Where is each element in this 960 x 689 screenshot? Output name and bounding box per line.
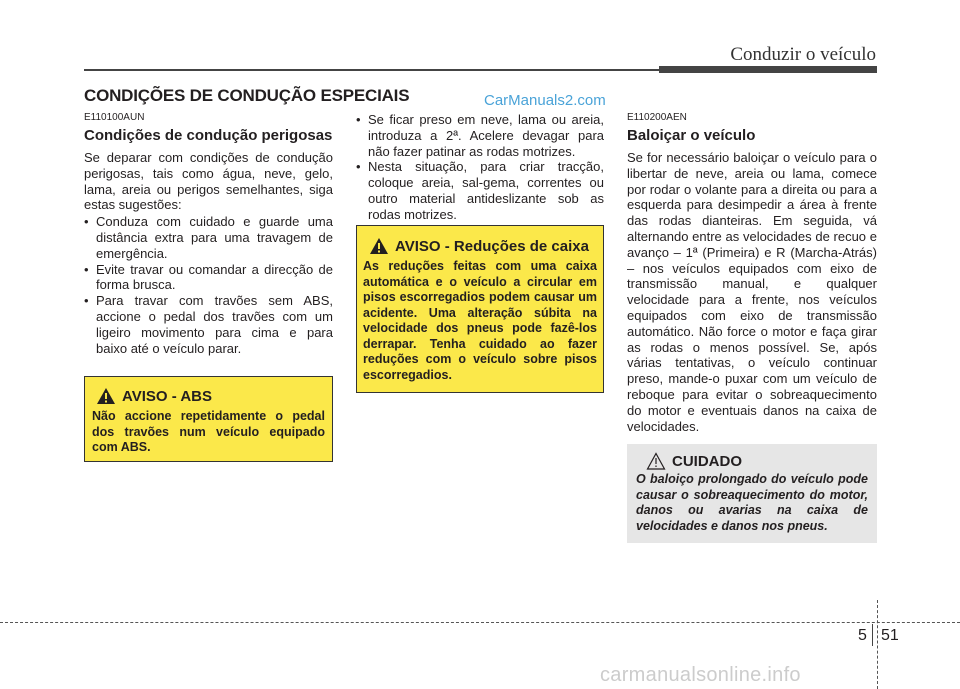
list-item: • Para travar com travões sem ABS, accione o pedal dos travões com um ligeiro movimento para cima e para baixo até o veículo parar. xyxy=(84,293,333,356)
subheading-rocking-vehicle: Baloiçar o veículo xyxy=(627,127,756,144)
list-item: • Conduza com cuidado e guarde uma distância extra para uma travagem de emergência. xyxy=(84,214,333,261)
subheading-dangerous-conditions: Condições de condução perigosas xyxy=(84,127,333,144)
footer-watermark: carmanualsonline.info xyxy=(600,664,801,686)
warning-header xyxy=(92,387,325,405)
warning-title: AVISO - Reduções de caixa xyxy=(395,237,589,255)
section-title: CONDIÇÕES DE CONDUÇÃO ESPECIAIS xyxy=(84,86,410,105)
rocking-paragraph: Se for necessário baloiçar o veículo para o libertar de neve, areia ou lama, comece por rodar o volante para a direita ou para a esquerda para desimpedir a área à frente das rodas dianteiras. Em seguida, vá alternando entre as velocidades de recuo e avanço – 1ª (Primeira) e R (Marcha-Atrás) – nos veículos equipados com eixo de transmissão manual, e qualquer velocidade para a frente, nos veículos equipados com eixo de transmissão automático. Não force o motor e faça girar as rodas o menos possível. Se, após várias tentativas, o veículo continuar preso, mande-o puxar com um veículo de reboque para evitar o sobreaquecimento do motor e eventuais danos na caixa de velocidades. xyxy=(627,150,877,434)
warning-box-abs xyxy=(84,376,333,462)
caution-header xyxy=(636,452,868,470)
caution-box xyxy=(627,444,877,543)
page-number: 51 xyxy=(881,627,899,644)
chapter-number: 5 xyxy=(858,627,867,644)
warning-header xyxy=(363,237,597,255)
column-1 xyxy=(84,112,333,356)
header-rule-thin xyxy=(84,69,659,71)
bullet-list xyxy=(84,214,333,356)
warning-triangle-icon xyxy=(369,237,389,255)
column-2 xyxy=(356,112,604,223)
list-item: • Se ficar preso em neve, lama ou areia, introduza a 2ª. Acelere devagar para não fazer patinar as rodas motrizes. xyxy=(356,112,604,159)
caution-text: O baloiço prolongado do veículo pode causar o sobreaquecimento do motor, danos ou avarias na caixa de velocidades e danos nos pneus. xyxy=(636,472,868,533)
section-code: E110100AUN xyxy=(84,112,145,123)
footer-dashed-line xyxy=(0,622,960,623)
header-rule-thick xyxy=(659,66,877,73)
caution-triangle-icon xyxy=(646,452,666,470)
page-number-divider xyxy=(872,624,873,646)
warning-text: As reduções feitas com uma caixa automática e o veículo a circular em pisos escorregadios podem causar um acidente. Uma alteração súbita na velocidade dos pneus pode fazê-los derrapar. Tenha cuidado ao fazer reduções com o veículo sobre pisos escorregadios. xyxy=(363,259,597,382)
warning-text: Não accione repetidamente o pedal dos travões num veículo equipado com ABS. xyxy=(92,409,325,454)
footer-vertical-dashed-line xyxy=(877,600,878,689)
intro-paragraph: Se deparar com condições de condução perigosas, tais como água, neve, gelo, lama, areia ou perigos semelhantes, siga estas sugestões: xyxy=(84,150,333,213)
warning-title: AVISO - ABS xyxy=(122,387,213,405)
warning-triangle-icon xyxy=(96,387,116,405)
list-item: • Evite travar ou comandar a direcção de forma brusca. xyxy=(84,262,333,294)
bullet-list xyxy=(356,112,604,223)
column-3 xyxy=(627,112,877,434)
list-item: • Nesta situação, para criar tracção, coloque areia, sal-gema, correntes ou outro material antideslizante sob as rodas motrizes. xyxy=(356,159,604,222)
watermark-carmanuals: CarManuals2.com xyxy=(484,92,606,109)
section-code: E110200AEN xyxy=(627,112,687,123)
caution-title: CUIDADO xyxy=(672,452,742,470)
warning-box-downshift xyxy=(356,225,604,393)
chapter-header-title: Conduzir o veículo xyxy=(730,44,876,65)
